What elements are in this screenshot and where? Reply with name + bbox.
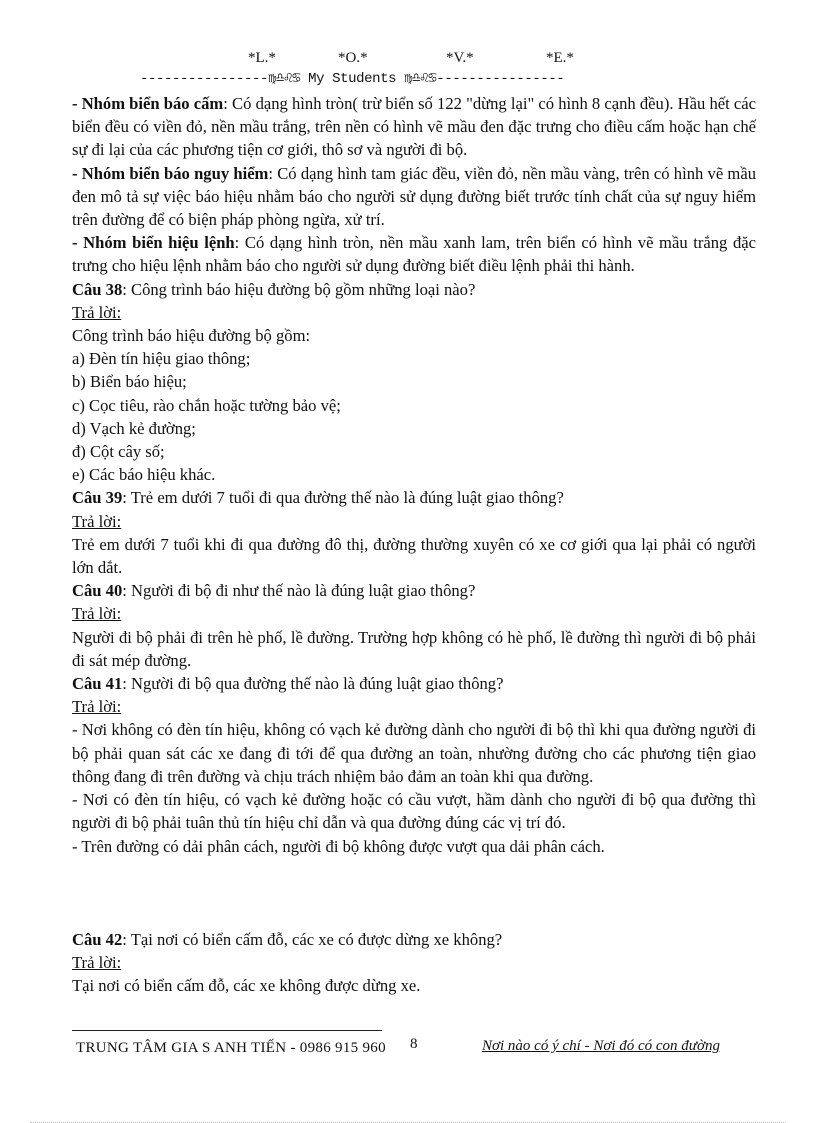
answer-38-item: c) Cọc tiêu, rào chắn hoặc tường bảo vệ;: [72, 395, 341, 415]
answer-41-part: - Nơi không có đèn tín hiệu, không có vạch kẻ đường dành cho người đi bộ thì khi qua đường người đi bộ phải quan sát các xe đang đi tới để qua đường an toàn, nhường đường cho các phương tiện giao thông đang đi trên đường và chịu trách nhiệm bảo đảm an toàn khi qua đường.: [72, 720, 756, 786]
answer-38-item: a) Đèn tín hiệu giao thông;: [72, 349, 251, 369]
term-danger-signs: - Nhóm biển báo nguy hiểm: [72, 163, 269, 183]
term-command-signs: - Nhóm biển hiệu lệnh: [72, 233, 235, 253]
term-prohibition-signs: - Nhóm biển báo cấm: [72, 94, 224, 113]
answer-40: Người đi bộ phải đi trên hè phố, lề đường. Trường hợp không có hè phố, lề đường thì người đi bộ phải đi sát mép đường.: [72, 627, 756, 670]
blank-space: [72, 858, 756, 928]
answer-41-part: - Nơi có đèn tín hiệu, có vạch kẻ đường hoặc có cầu vượt, hầm dành cho người đi bộ qua đường thì người đi bộ phải tuân thủ tín hiệu chỉ dẫn và qua đường đúng các vị trí đó.: [72, 790, 756, 833]
answer-41-part: - Trên đường có dải phân cách, người đi bộ không được vượt qua dải phân cách.: [72, 836, 605, 856]
paragraph-command-signs: - Nhóm biển hiệu lệnh: Có dạng hình tròn, nền mầu xanh lam, trên biển có hình vẽ mầu trắng đặc trưng cho hiệu lệnh nhằm báo cho người sử dụng đường biết điều lệnh phải thi hành.: [72, 233, 757, 276]
answer-38-item: b) Biển báo hiệu;: [72, 372, 187, 392]
header-letter-e: *E.*: [546, 50, 574, 66]
footer-motto: Nơi nào có ý chí - Nơi đó có con đường: [482, 1038, 720, 1054]
header-letter-l: *L.*: [248, 50, 276, 66]
question-42: Câu 42: Tại nơi có biển cấm đỗ, các xe có được dừng xe không?: [72, 929, 503, 949]
answer-38-item: đ) Cột cây số;: [72, 442, 165, 462]
footer-rule: [72, 1030, 382, 1031]
answer-label: Trả lời:: [72, 697, 122, 717]
answer-label: Trả lời:: [72, 511, 122, 531]
answer-label: Trả lời:: [72, 952, 122, 972]
answer-38-item: e) Các báo hiệu khác.: [72, 465, 216, 485]
question-38: Câu 38: Công trình báo hiệu đường bộ gồm những loại nào?: [72, 279, 476, 299]
header-letters: [0, 50, 816, 70]
answer-38-item: d) Vạch kẻ đường;: [72, 418, 196, 438]
document-body: [72, 92, 756, 997]
header-banner: ----------------♍♎♌♋ My Students ♍♎♌♋----------------: [140, 71, 565, 87]
answer-label: Trả lời:: [72, 604, 122, 624]
answer-42: Tại nơi có biển cấm đỗ, các xe không được dừng xe.: [72, 976, 421, 996]
paragraph-prohibition-signs: - Nhóm biển báo cấm: Có dạng hình tròn( trừ biển số 122 "dừng lại" có hình 8 cạnh đều). Hầu hết các biển đều có viền đỏ, nền mầu trắng, trên nền có hình vẽ mầu đen đặc trưng cho điều cấm hoặc hạn chế sự đi lại của các phương tiện cơ giới, thô sơ và người đi bộ.: [72, 94, 756, 160]
question-39: Câu 39: Trẻ em dưới 7 tuổi đi qua đường thế nào là đúng luật giao thông?: [72, 488, 564, 508]
paragraph-danger-signs: - Nhóm biển báo nguy hiểm: Có dạng hình tam giác đều, viền đỏ, nền mầu vàng, trên có hình vẽ mầu đen mô tả sự việc báo hiệu nhằm báo cho người sử dụng đường biết trước tính chất của sự nguy hiểm trên đường để có biện pháp phòng ngừa, xử trí.: [72, 163, 757, 230]
answer-label: Trả lời:: [72, 302, 122, 322]
question-40: Câu 40: Người đi bộ đi như thế nào là đúng luật giao thông?: [72, 581, 476, 601]
question-41: Câu 41: Người đi bộ qua đường thế nào là đúng luật giao thông?: [72, 674, 504, 694]
footer-center-info: TRUNG TÂM GIA S ANH TIẾN - 0986 915 960: [76, 1040, 386, 1056]
page-number: 8: [410, 1036, 418, 1052]
answer-39: Trẻ em dưới 7 tuổi khi đi qua đường đô thị, đường thường xuyên có xe cơ giới qua lại phải có người lớn dắt.: [72, 534, 756, 578]
answer-38-intro: Công trình báo hiệu đường bộ gồm:: [72, 326, 311, 346]
header-letter-v: *V.*: [446, 50, 474, 66]
page-footer: [72, 1030, 762, 1060]
header-letter-o: *O.*: [338, 50, 368, 66]
